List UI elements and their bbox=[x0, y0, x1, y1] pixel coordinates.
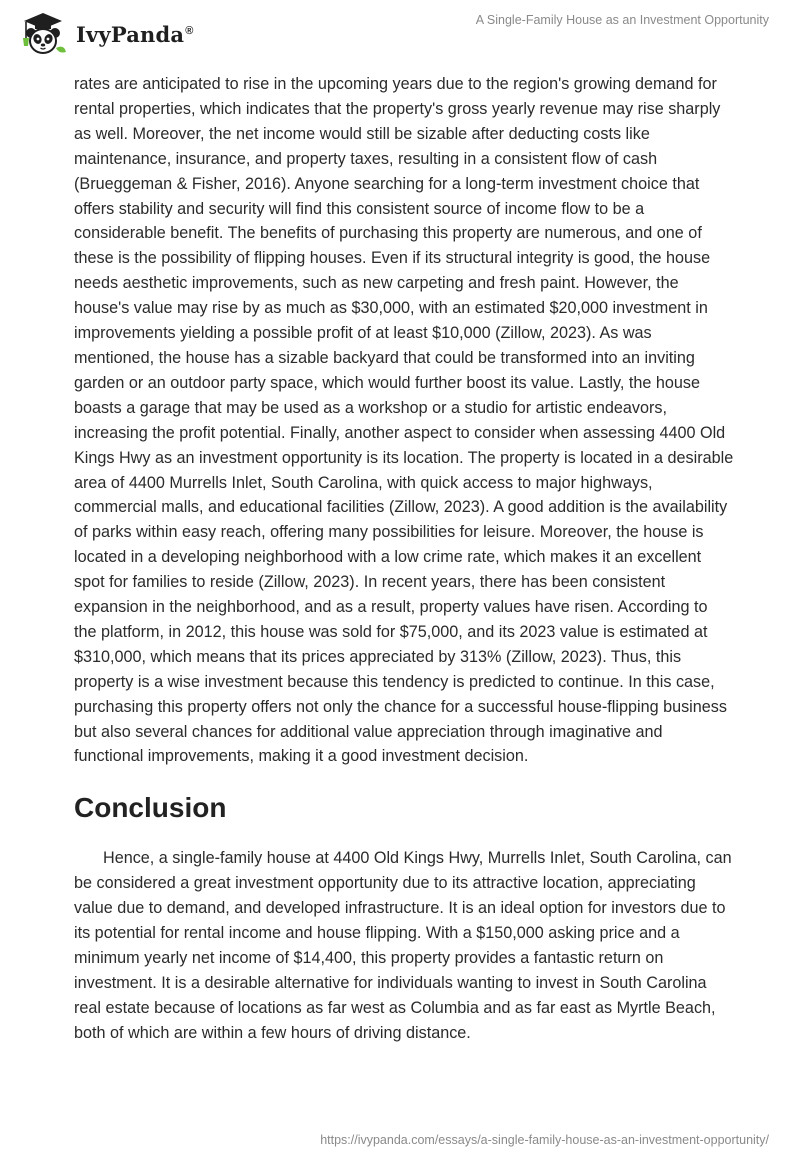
body-paragraph: rates are anticipated to rise in the upcoming years due to the region's growing demand for rental properties, which indicates that the property's gross yearly revenue may rise sharply as well. Moreover, the net income would still be sizable after deducting costs like maintenance, insurance, and property taxes, resulting in a consistent flow of cash (Brueggeman & Fisher, 2016). Anyone searching for a long-term investment choice that offers stability and security will find this consistent source of income flow to be a considerable benefit. The benefits of purchasing this property are numerous, and one of these is the possibility of flipping houses. Even if its structural integrity is good, the house needs aesthetic improvements, such as new carpeting and fresh paint. However, the house's value may rise by as much as $30,000, with an estimated $20,000 investment in improvements yielding a possible profit of at least $10,000 (Zillow, 2023). As was mentioned, the house has a sizable backyard that could be transformed into an inviting garden or an outdoor party space, which would further boost its value. Lastly, the house boasts a garage that may be used as a workshop or a studio for artistic endeavors, increasing the profit potential. Finally, another aspect to consider when assessing 4400 Old Kings Hwy as an investment opportunity is its location. The property is located in a desirable area of 4400 Murrells Inlet, South Carolina, with quick access to major highways, commercial malls, and educational facilities (Zillow, 2023). A good addition is the availability of parks within easy reach, offering many possibilities for leisure. Moreover, the house is located in a developing neighborhood with a low crime rate, which makes it an excellent spot for families to reside (Zillow, 2023). In recent years, there has been consistent expansion in the neighborhood, and as a result, property values have risen. According to the platform, in 2012, this house was sold for $75,000, and its 2023 value is estimated at $310,000, which means that its prices appreciated by 313% (Zillow, 2023). Thus, this property is a wise investment because this tendency is predicted to continue. In this case, purchasing this property offers not only the chance for a successful house-flipping business but also several chances for additional value appreciation through imaginative and functional improvements, making it a good investment decision. bbox=[74, 75, 734, 766]
page-header bbox=[0, 0, 800, 70]
essay-content bbox=[74, 72, 734, 1046]
panda-graduate-icon bbox=[16, 10, 70, 56]
brand-name: IvyPanda® bbox=[76, 21, 194, 47]
section-heading-conclusion: Conclusion bbox=[74, 792, 227, 824]
conclusion-paragraph: Hence, a single-family house at 4400 Old Kings Hwy, Murrells Inlet, South Carolina, can be considered a great investment opportunity due to its attractive location, appreciating value due to demand, and developed infrastructure. It is an ideal option for investors due to its potential for rental income and house flipping. With a $150,000 asking price and a minimum yearly net income of $14,400, this property provides a fantastic return on investment. It is a desirable alternative for individuals wanting to invest in South Carolina real estate because of locations as far west as Columbia and as far east as Myrtle Beach, both of which are within a few hours of driving distance. bbox=[74, 849, 732, 1042]
document-title: A Single-Family House as an Investment Opportunity bbox=[475, 13, 769, 27]
brand-logo[interactable] bbox=[16, 10, 194, 56]
registered-mark: ® bbox=[185, 24, 194, 37]
source-url[interactable]: https://ivypanda.com/essays/a-single-family-house-as-an-investment-opportunity/ bbox=[320, 1133, 769, 1147]
